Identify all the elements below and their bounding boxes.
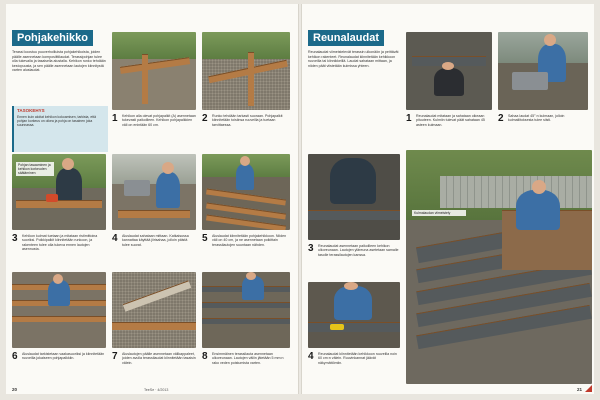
edge-step-caption-3: Reunalaudat asennetaan paikoilleen kehikon ulkoreunaan. Lautojen yläreuna asetetaan samalle tasolle terassilautojen kanssa. <box>318 244 399 257</box>
step-caption-5: Aluslaudat kiinnitetään pohjakehikkoon. Niiden väli on 40 cm, ja ne asennetaan poikittain terassilautojen suuntaan nähden. <box>212 234 287 247</box>
photo-edge-step-3 <box>308 154 400 240</box>
page-number-left: 20 <box>12 387 18 392</box>
step-number-7: 7 <box>112 351 118 362</box>
photo-edge-step-4 <box>308 282 400 348</box>
photo-step-7 <box>112 272 196 348</box>
photo-step-8 <box>202 272 290 348</box>
page-corner-mark <box>585 385 592 392</box>
step-number-2: 2 <box>202 113 208 124</box>
step-number-3: 3 <box>12 233 18 244</box>
note-title: TASOKEHYS <box>17 108 45 113</box>
step-number-1: 1 <box>112 113 118 124</box>
note-box <box>12 106 108 152</box>
step-number-6: 6 <box>12 351 18 362</box>
deck-callout: Kulmalaudan viimeistely <box>412 210 466 216</box>
photo-edge-step-1 <box>406 32 492 110</box>
note-text: Ennen kuin aloitat kehikon kokoamisen, tarkista, että pohjan korkeus on oikea ja pohja on tasainen joka suunnassa. <box>17 115 96 128</box>
edge-step-caption-2: Sahaa laudat 45°:n kulmaan, jolloin kulmaliitoksesta tulee siisti. <box>508 114 565 123</box>
intro-text: Terassi koostuu puuverhoilluista pohjakehikoista, joiden päälle asennetaan komposiittilaudat. Terassipohjan tulee olla tukevalla ja tasaisella alustalla. Kehikon runko tehdään kestopuusta, ja sen päälle asennetaan lautojen kiinnitystä varten aluslaudat. <box>12 50 106 72</box>
right-intro-text: Reunalaudat viimeistelevät terassin ulkonäön ja peittävät kehikon rakenteet. Reunalaudat kiinnitetään kehikkoon ruuveilla tai kiinnikkeillä. Laudat sahataan mittaan, ja niiden päät viistetään kulmissa yhteen. <box>308 50 399 68</box>
page-number-right: 21 <box>576 387 582 392</box>
edge-step-number-4: 4 <box>308 351 314 362</box>
section-title-pohjakehikko: Pohjakehikko <box>12 30 93 46</box>
step-caption-3: Kehikon kulmat tuetaan ja mitataan ristimittoina suoriksi. Poikkipalkit kiinnitetään runkoon, ja rakenteen tulee olla tukeva ennen lautojen asennusta. <box>22 234 98 251</box>
right-page <box>302 4 594 394</box>
photo-step-5 <box>202 154 290 230</box>
step-caption-4: Aluslaudat sahataan mittaan. Katkaisussa kannattaa käyttää jiirisahaa, jolloin päistä tulee suorat. <box>122 234 189 247</box>
section-title-reunalaudat: Reunalaudat <box>308 30 384 46</box>
photo-finished-deck <box>406 150 592 384</box>
step-number-5: 5 <box>202 233 208 244</box>
edge-step-number-2: 2 <box>498 113 504 124</box>
step-caption-6: Aluslaudat tarkistetaan vaakasuoriksi ja kiinnitetään ruuveilla jokaiseen pohjapalkkiin. <box>22 352 105 361</box>
step-caption-1: Kehikon alla olevat pohjapalkit (A) asennetaan tukevasti paikoilleen. Kehikon pohjapalkkien väli on enintään 60 cm. <box>122 114 196 127</box>
edge-step-caption-4: Reunalaudat kiinnitetään kehikkoon ruuveilla noin 60 cm:n välein. Ruuvinkannat jäävät näkymättömiin. <box>318 352 397 365</box>
photo-step-6 <box>12 272 106 348</box>
photo-step-1 <box>112 32 196 110</box>
step-number-4: 4 <box>112 233 118 244</box>
image-callout: Pohjan tasaaminen ja kehikon korkeuden säätäminen <box>16 162 54 176</box>
photo-step-3 <box>12 154 106 230</box>
step-number-8: 8 <box>202 351 208 362</box>
photo-step-4 <box>112 154 196 230</box>
edge-step-number-1: 1 <box>406 113 412 124</box>
step-caption-2: Runko tehdään tarkasti suoraan. Pohjapalkit kiinnitetään toisiinsa ruuveilla ja tuetaan tarvittaessa. <box>212 114 283 127</box>
photo-step-2 <box>202 32 290 110</box>
photo-edge-step-2 <box>498 32 588 110</box>
magazine-footer: TeeSe · 4/2013 <box>144 388 169 392</box>
edge-step-caption-1: Reunalaudat mitataan ja sahataan oikeaan pituuteen. Kulmiin tulevat päät sahataan 45 asteen kulmaan. <box>416 114 485 127</box>
step-caption-8: Ensimmäinen terassilauta asennetaan ulkoreunaan. Lautojen väliin jätetään 5 mm:n rako veden poistumista varten. <box>212 352 284 365</box>
edge-step-number-3: 3 <box>308 243 314 254</box>
left-page <box>6 4 298 394</box>
step-caption-7: Aluslautojen päälle asennetaan välikappaleet, joiden avulla terassilaudat kiinnitetään tasaisin välein. <box>122 352 196 365</box>
